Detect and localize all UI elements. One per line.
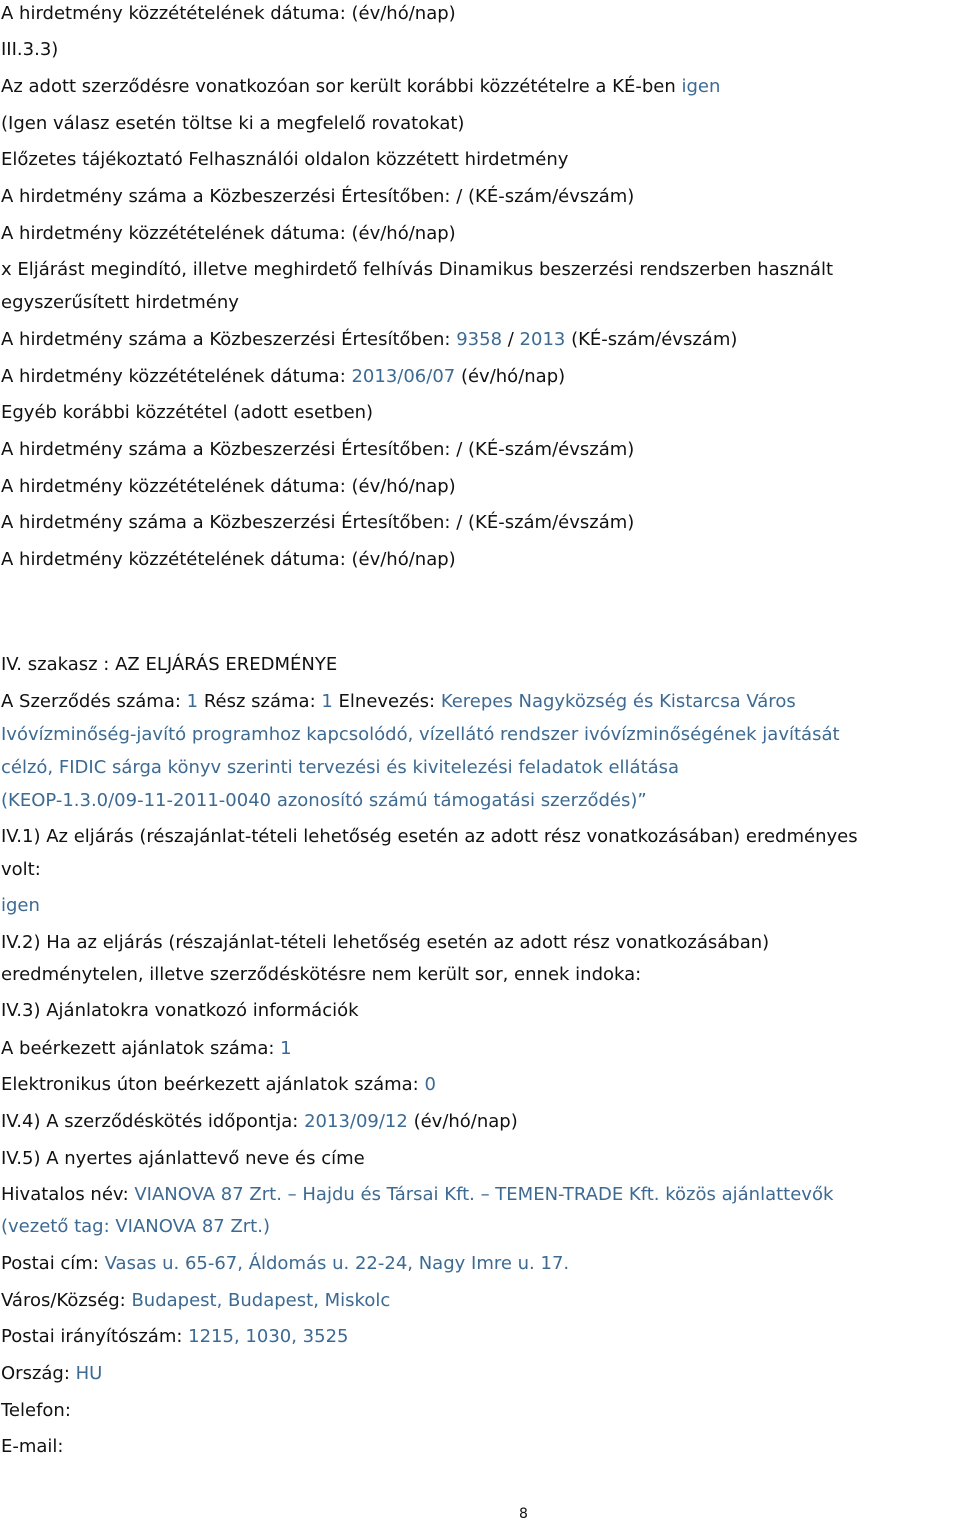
date-line: A hirdetmény közzétételének dátuma: (év/hó/nap) (1, 476, 456, 497)
country-value: HU (75, 1363, 103, 1384)
official-name-value: VIANOVA 87 Zrt. – Hajdu és Társai Kft. – TEMEN-TRADE Kft. közös ajánlattevők (134, 1184, 834, 1205)
question-IV-1: IV.1) Az eljárás (részajánlat-tételi lehetőség esetén az adott rész vonatkozásában) eredményes (1, 826, 858, 847)
date-line: A hirdetmény közzétételének dátuma: (év/hó/nap) (1, 3, 456, 24)
postal-code-line (1, 1324, 348, 1350)
question-IV-1-continued: volt: (1, 859, 41, 880)
title-value: Kerepes Nagyközség és Kistarcsa Város (440, 691, 796, 712)
date-format: (év/hó/nap) (455, 366, 566, 387)
postal-code-value: 1215, 1030, 3525 (188, 1326, 349, 1347)
offers-received-label: A beérkezett ajánlatok száma: (1, 1038, 281, 1059)
question-IV-2: IV.2) Ha az eljárás (részajánlat-tételi lehetőség esetén az adott rész vonatkozásában) (1, 932, 770, 953)
postal-code-label: Postai irányítószám: (1, 1326, 189, 1347)
email-label: E-mail: (1, 1436, 64, 1457)
notice-number-line (1, 327, 737, 353)
prior-publication-answer: igen (681, 76, 721, 97)
city-label: Város/Község: (1, 1290, 132, 1311)
publication-date-value: 2013/06/07 (351, 366, 456, 387)
question-IV-5: IV.5) A nyertes ajánlattevő neve és címe (1, 1148, 365, 1169)
official-name-line (1, 1182, 833, 1208)
section-heading: IV. szakasz : AZ ELJÁRÁS EREDMÉNYE (1, 654, 338, 675)
contract-line (1, 689, 796, 715)
publication-date-line (1, 364, 565, 390)
notice-number-line: A hirdetmény száma a Közbeszerzési Értesítőben: / (KÉ-szám/évszám) (1, 512, 635, 533)
question-IV-2-continued: eredménytelen, illetve szerződéskötésre nem került sor, ennek indoka: (1, 964, 642, 985)
notice-number-line: A hirdetmény száma a Közbeszerzési Értesítőben: / (KÉ-szám/évszám) (1, 186, 635, 207)
city-value: Budapest, Budapest, Miskolc (131, 1290, 391, 1311)
title-value-continued: célzó, FIDIC sárga könyv szerinti tervezési és kivitelezési feladatok ellátása (1, 757, 680, 778)
prior-publication-question (1, 74, 720, 100)
electronic-offers-value: 0 (424, 1074, 436, 1095)
official-name-value-continued: (vezető tag: VIANOVA 87 Zrt.) (1, 1216, 270, 1237)
title-value-continued: Ivóvízminőség-javító programhoz kapcsolódó, vízellátó rendszer ivóvízminőségének javítását (1, 724, 840, 745)
notice-number-label: A hirdetmény száma a Közbeszerzési Értesítőben: (1, 329, 457, 350)
lot-number-value: 1 (321, 691, 333, 712)
electronic-offers-line (1, 1072, 436, 1098)
prior-publication-label: Az adott szerződésre vonatkozóan sor került korábbi közzétételre a KÉ-ben (1, 76, 682, 97)
postal-address-value: Vasas u. 65-67, Áldomás u. 22-24, Nagy Imre u. 17. (104, 1253, 570, 1274)
official-name-label: Hivatalos név: (1, 1184, 135, 1205)
postal-address-label: Postai cím: (1, 1253, 105, 1274)
offers-received-line (1, 1036, 292, 1062)
notice-number-value: 9358 (456, 329, 503, 350)
notice-number-format: (KÉ-szám/évszám) (565, 329, 738, 350)
publication-date-label: A hirdetmény közzétételének dátuma: (1, 366, 352, 387)
notice-number-line: A hirdetmény száma a Közbeszerzési Értesítőben: / (KÉ-szám/évszám) (1, 439, 635, 460)
contract-number-value: 1 (186, 691, 199, 712)
contract-number-label: A Szerződés száma: (1, 691, 187, 712)
instruction-line: (Igen válasz esetén töltse ki a megfelelő rovatokat) (1, 113, 465, 134)
separator: / (502, 329, 520, 350)
date-line: A hirdetmény közzétételének dátuma: (év/hó/nap) (1, 223, 456, 244)
question-IV-4 (1, 1109, 518, 1135)
postal-address-line (1, 1251, 569, 1277)
title-label: Elnevezés: (332, 691, 441, 712)
question-IV-3: IV.3) Ajánlatokra vonatkozó információk (1, 1000, 359, 1021)
country-line (1, 1361, 102, 1387)
country-label: Ország: (1, 1363, 76, 1384)
section-number-III-3-3: III.3.3) (1, 39, 59, 60)
page-number: 8 (519, 1506, 528, 1522)
publication-type-options: Előzetes tájékoztató Felhasználói oldalon közzétett hirdetmény (1, 149, 569, 170)
city-line (1, 1288, 390, 1314)
procedure-type-options-continued: egyszerűsített hirdetmény (1, 292, 239, 313)
answer-IV-1: igen (1, 895, 40, 916)
contract-date-value: 2013/09/12 (304, 1111, 408, 1132)
contract-date-label: IV.4) A szerződéskötés időpontja: (1, 1111, 305, 1132)
phone-label: Telefon: (1, 1400, 71, 1421)
procedure-type-options: x Eljárást megindító, illetve meghirdető felhívás Dinamikus beszerzési rendszerben használt (1, 259, 833, 280)
date-format: (év/hó/nap) (407, 1111, 518, 1132)
other-publication-option: Egyéb korábbi közzététel (adott esetben) (1, 402, 374, 423)
offers-received-value: 1 (280, 1038, 292, 1059)
notice-year-value: 2013 (519, 329, 566, 350)
electronic-offers-label: Elektronikus úton beérkezett ajánlatok száma: (1, 1074, 425, 1095)
lot-number-label: Rész száma: (198, 691, 322, 712)
title-value-continued: (KEOP-1.3.0/09-11-2011-0040 azonosító számú támogatási szerződés)” (1, 790, 647, 811)
date-line: A hirdetmény közzétételének dátuma: (év/hó/nap) (1, 549, 456, 570)
